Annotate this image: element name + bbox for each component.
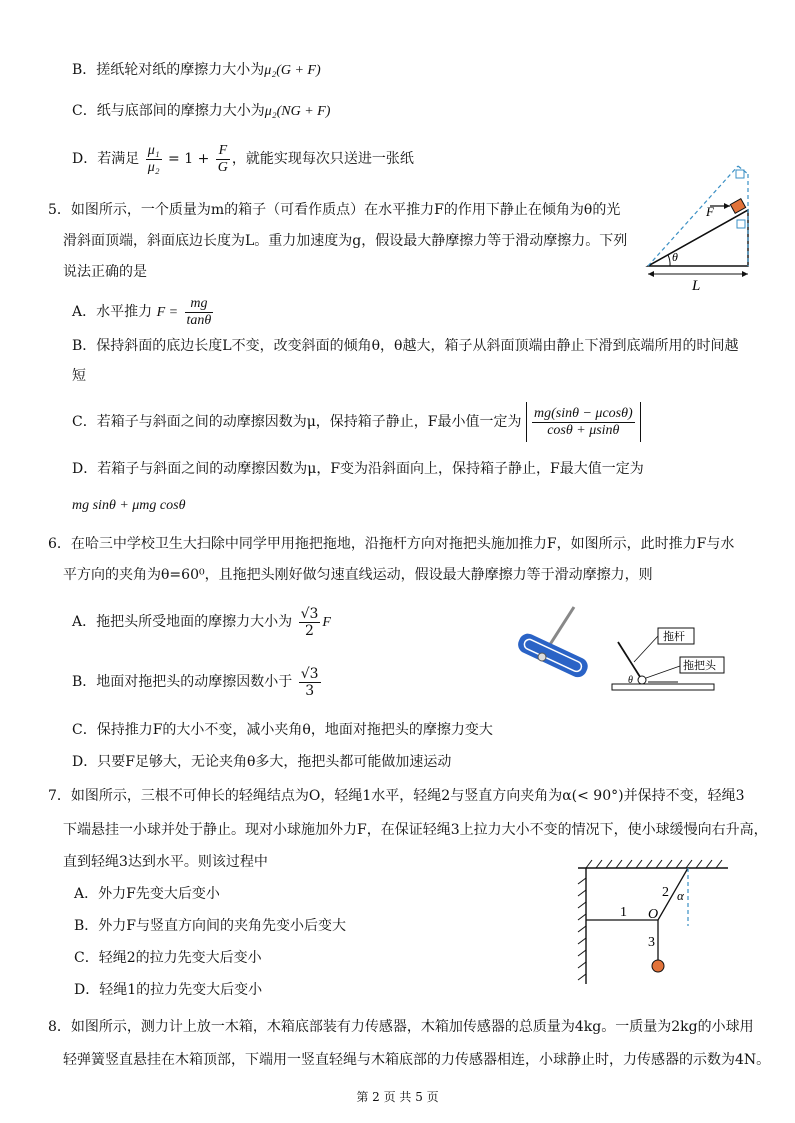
q5-option-c [72,402,641,442]
fraction-f-g [216,143,230,176]
rope-2-label: 2 [662,885,669,900]
schematic-angle: θ [628,675,633,686]
q4-option-b [72,60,321,81]
mop-photo [512,605,597,685]
page-footer: 第 2 页 共 5 页 [356,1090,439,1104]
q5-option-d-line2: mg sinθ + μmg cosθ [72,498,186,513]
rope-3-label: 3 [648,935,655,950]
option-text: ，就能实现每次只送进一张纸 [231,151,414,167]
q6-stem-line2: 平方向的夹角为θ=60⁰，且拖把头刚好做匀速直线运动，假设最大静摩擦力等于滑动摩擦力，则 [63,567,653,583]
q5-option-d-line1: D．若箱子与斜面之间的动摩擦因数为μ，F变为沿斜面向上，保持箱子静止，F最大值一定为 [72,461,644,477]
length-label: L [692,278,701,294]
q8-stem-line2: 轻弹簧竖直悬挂在木箱顶部，下端用一竖直轻绳与木箱底部的力传感器相连，小球静止时，力传感器的示数为4N。 [63,1052,771,1068]
frac-num: F [216,143,230,160]
incline-figure [640,160,760,295]
option-label: B． [72,62,97,78]
option-text: A．拖把头所受地面的摩擦力大小为 [72,614,293,630]
fraction-f-min [532,406,635,439]
q7-stem-line2: 下端悬挂一小球并处于静止。现对小球施加外力F，在保证轻绳3上拉力大小不变的情况下，使小球缓慢向右升高， [63,822,768,838]
q5-stem-line1: 5．如图所示，一个质量为m的箱子（可看作质点）在水平推力F的作用下静止在倾角为θ的光 [48,202,621,218]
equation-part: F = [156,305,179,320]
fraction-mu [146,143,162,176]
box [730,199,745,214]
label-head: 拖把头 [683,660,716,672]
frac-den: 3 [305,682,315,699]
q4-option-d [72,142,414,176]
fraction-mg-tan [185,296,214,329]
q6-option-d: D．只要F足够大，无论夹角θ多大，拖把头都可能做加速运动 [72,754,452,770]
q7-option-c: C．轻绳2的拉力先变大后变小 [74,950,262,966]
option-label: C． [72,103,97,119]
equation-part: = 1 + [168,151,210,167]
label-pole: 拖杆 [663,631,685,643]
q7-option-d: D．轻绳1的拉力先变大后变小 [74,982,263,998]
q6-option-a [72,602,331,643]
dashed-steep-line [648,166,738,266]
absolute-value [526,402,641,442]
frac-num: mg(sinθ − μcosθ) [533,405,633,421]
frac-den: tanθ [186,312,212,328]
q5-option-b-line1: B．保持斜面的底边长度L不变，改变斜面的倾角θ，θ越大，箱子从斜面顶端由静止下滑到底端所用的时间越 [72,338,739,354]
radicand: 3 [309,605,319,622]
q6-option-b [72,662,323,702]
option-text: 纸与底部间的摩擦力大小为 [96,103,265,119]
force-label: F [706,204,714,219]
node-label: O [648,907,659,922]
q7-option-a: A．外力F先变大后变小 [74,886,220,902]
fraction-root3-over-3 [299,666,321,699]
q7-option-b: B．外力F与竖直方向间的夹角先变小后变大 [74,918,347,934]
option-text: 若满足 [97,151,140,167]
rope-1-label: 1 [620,905,627,920]
q6-stem-line1: 6．在哈三中学校卫生大扫除中同学甲用拖把拖地，沿拖杆方向对拖把头施加推力F，如图所示，此时推力F与水 [48,536,735,552]
frac-den: G [217,159,228,175]
option-text: B．地面对拖把头的动摩擦因数小于 [72,674,293,690]
option-formula: μ₂(NG + F) [264,104,331,119]
angle-label: θ [672,250,678,264]
frac-den: cosθ + μsinθ [547,422,620,438]
option-text: C．若箱子与斜面之间的动摩擦因数为μ，保持箱子静止，F最小值一定为 [72,414,522,430]
option-label: D． [72,151,98,167]
alpha-label: α [677,888,684,903]
option-tail: F [322,615,331,630]
q7-stem-line1: 7．如图所示，三根不可伸长的轻绳结点为O，轻绳1水平，轻绳2与竖直方向夹角为α(< 90°)并保持不变，轻绳3 [48,788,745,804]
ball [652,960,664,972]
fraction-root3-over-2 [299,606,321,639]
radicand: 3 [309,665,319,682]
frac-num: √3 [300,665,319,682]
q8-stem-line1: 8．如图所示，测力计上放一木箱，木箱底部装有力传感器，木箱加传感器的总质量为4kg。一质量为2kg的小球用 [48,1019,754,1035]
option-label: A． [72,304,97,320]
option-formula: μ₂(G + F) [264,63,321,78]
q5-option-b-line2: 短 [72,368,86,384]
option-text: 水平推力 [96,304,153,320]
q5-stem-line3: 说法正确的是 [63,264,147,280]
q5-stem-line2: 滑斜面顶端，斜面底边长度为L。重力加速度为g，假设最大静摩擦力等于滑动摩擦力。下列 [63,233,628,249]
frac-num: √3 [300,605,319,622]
frac-num: μ₁ [147,142,160,158]
frac-den: μ₂ [147,159,160,175]
mop-schematic [608,620,728,695]
frac-den: 2 [305,622,314,639]
q4-option-c [72,101,330,122]
frac-num: mg [185,296,214,313]
option-text: 搓纸轮对纸的摩擦力大小为 [96,62,265,78]
q5-option-a [72,295,215,330]
q7-stem-line3: 直到轻绳3达到水平。则该过程中 [63,854,268,870]
q6-option-c: C．保持推力F的大小不变，减小夹角θ，地面对拖把头的摩擦力变大 [72,722,493,738]
rope-figure [572,856,732,986]
